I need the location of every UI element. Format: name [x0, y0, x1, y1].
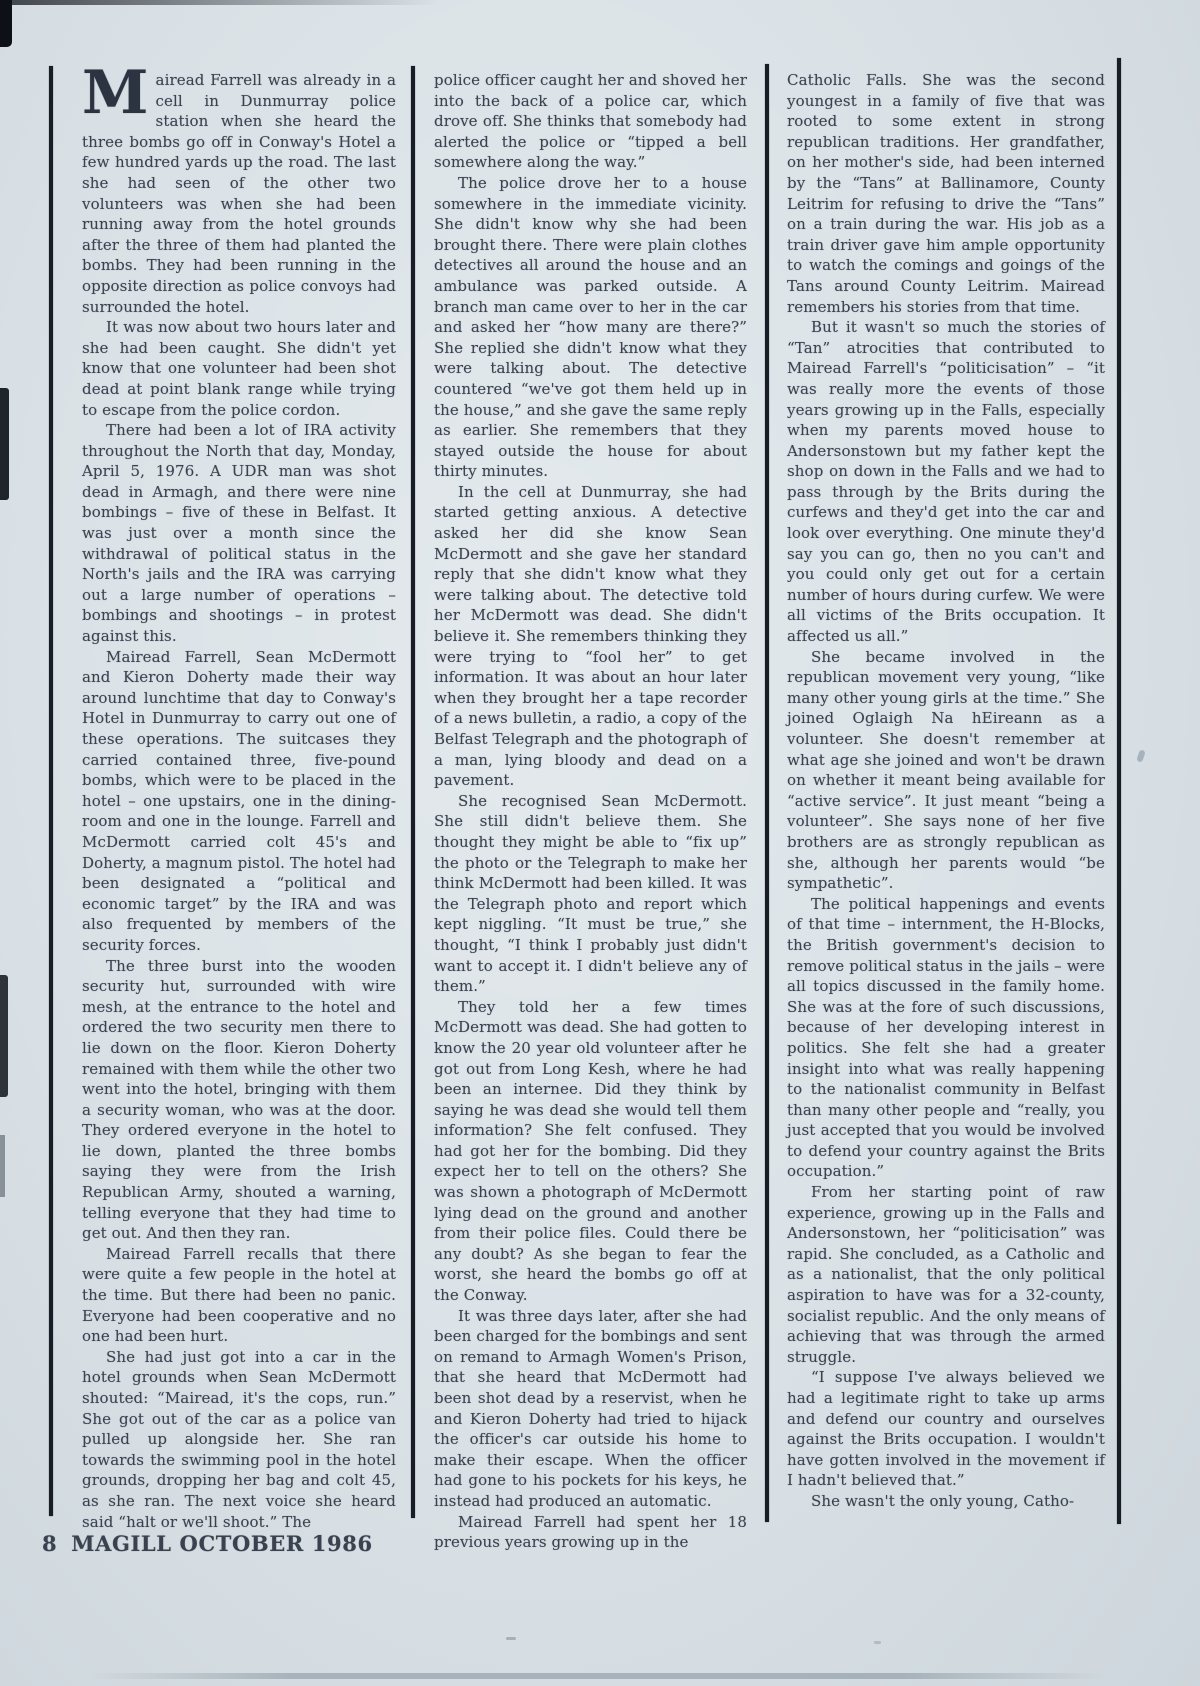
- article-column-1: [82, 58, 396, 1532]
- paragraph: They told her a few times McDermott was dead. She had gotten to know the 20 year old volunteer after he got out from Long Kesh, where he had been an internee. Did they think by saying he was dead she would tell them information? She felt confused. They had got her for the bombing. Did they expect her to tell on the others? She was shown a photograph of McDermott lying dead on the ground and another from their police files. Could there be any doubt? As she began to fear the worst, she heard the bombs go off at the Conway.: [434, 997, 747, 1305]
- paragraph: Catholic Falls. She was the second youngest in a family of five that was rooted to some extent in strong republican traditions. Her grandfather, on her mother's side, had been interned by the “Tans” at Ballinamore, County Leitrim for refusing to drive the “Tans” on a train during the war. His job as a train driver gave him ample opportunity to watch the comings and goings of the Tans around County Leitrim. Mairead remembers his stories from that time.: [787, 71, 1105, 316]
- paragraph: Mairead Farrell, Sean McDermott and Kieron Doherty made their way around lunchtime that day to Conway's Hotel in Dunmurray to carry out one of these operations. The suitcases they carried contained three, five-pound bombs, which were to be placed in the hotel – one upstairs, one in the dining-room and one in the lounge. Farrell and McDermott carried colt 45's and Doherty, a magnum pistol. The hotel had been designated a “political and economic target” by the IRA and was also frequented by members of the security forces.: [82, 647, 396, 954]
- column-rule-mid-left: [411, 66, 415, 1518]
- paragraph: “I suppose I've always believed we had a legitimate right to take up arms and defend our country and ourselves against the Brits occupation. I wouldn't have gotten involved in the movement if I hadn't believed that.”: [787, 1368, 1105, 1490]
- scan-artifact-speck-bottom-1: [506, 1637, 516, 1640]
- page-footer: [42, 1531, 373, 1556]
- paragraph: She became involved in the republican movement very young, “like many other young girls at the time.” She joined Oglaigh Na hEireann as a volunteer. She doesn't remember at what age she joined and won't be drawn on whether it meant being available for “active service”. It just meant “being a volunteer”. She says none of her five brothers are as strongly republican as she, although her parents would “be sympathetic”.: [787, 647, 1105, 893]
- column-rule-left: [49, 66, 53, 1516]
- paragraph: She wasn't the only young, Catho-: [811, 1491, 1075, 1510]
- paragraph: The police drove her to a house somewhere in the immediate vicinity. She didn't know why she had been brought there. There were plain clothes detectives all around the house and an ambulance was parked outside. A branch man came over to her in the car and asked her “how many are there?” She replied she didn't know what they were talking about. The detective countered “we've got them held up in the house,” and she gave the same reply as earlier. She remembers that they stayed outside the house for about thirty minutes.: [434, 173, 747, 481]
- page-number: 8: [42, 1531, 58, 1556]
- column-rule-mid-right: [765, 64, 769, 1522]
- paragraph: There had been a lot of IRA activity throughout the North that day, Monday, April 5, 1976. A UDR man was shot dead in Armagh, and there were nine bombings – five of these in Belfast. It was just over a month since the withdrawal of political status in the North's jails and the IRA was carrying out a large number of operations – bombings and shootings – in protest against this.: [82, 421, 396, 646]
- column-rule-right: [1117, 58, 1121, 1524]
- paragraph: But it wasn't so much the stories of “Tan” atrocities that contributed to Mairead Farrell's “politicisation” – “it was really more the events of those years growing up in the Falls, especially when my parents moved house to Andersonstown but my father kept the shop on down in the Falls and we had to pass through by the Brits during the curfews and they'd get into the car and look over everything. One minute they'd say you can go, then no you can't and you could only get out for a certain number of hours during curfew. We were all victims of the Brits occupation. It affected us all.”: [787, 318, 1105, 646]
- drop-cap: M: [82, 58, 149, 128]
- paragraph: It was three days later, after she had been charged for the bombings and sent on remand to Armagh Women's Prison, that she heard that McDermott had been shot dead by a reservist, when he and Kieron Doherty had tried to hijack the officer's car outside his home to make their escape. When the officer had gone to his pockets for his keys, he instead had produced an automatic.: [434, 1306, 747, 1510]
- paragraph: She recognised Sean McDermott. She still didn't believe them. She thought they might be able to “fix up” the photo or the Telegraph to make her think McDermott had been killed. It was the Telegraph photo and report which kept niggling. “It must be true,” she thought, “I think I probably just didn't want to accept it. I didn't believe any of them.”: [434, 791, 747, 996]
- scan-artifact-speck-bottom-2: [874, 1641, 881, 1644]
- scan-artifact-left-edge-1: [0, 388, 9, 500]
- paragraph: From her starting point of raw experience, growing up in the Falls and Andersonstown, her “politicisation” was rapid. She concluded, as a Catholic and as a nationalist, that the only political aspiration to have was for a 32-county, socialist republic. And the only means of achieving that was through the armed struggle.: [787, 1183, 1105, 1366]
- paragraph: In the cell at Dunmurray, she had started getting anxious. A detective asked her did she know Sean McDermott and she gave her standard reply that she didn't know what they were talking about. The detective told her McDermott was dead. She didn't believe it. She remembers thinking they were trying to “fool her” to get information. It was about an hour later when they brought her a tape recorder of a news bulletin, a radio, a copy of the Belfast Telegraph and the photograph of a man, lying bloody and dead on a pavement.: [434, 482, 747, 790]
- paragraph: The political happenings and events of that time – internment, the H-Blocks, the British government's decision to remove political status in the jails – were all topics discussed in the family home. She was at the fore of such discussions, because of her developing interest in politics. She felt she had a greater insight into what was really happening to the nationalist community in Belfast than many other people and “really, you just accepted that you would be involved to defend your country against the Brits occupation.”: [787, 894, 1105, 1181]
- paragraph: Mairead Farrell had spent her 18 previous years growing up in the: [434, 1512, 747, 1552]
- scan-artifact-speck-right: [1136, 749, 1145, 762]
- scan-artifact-left-edge-2: [0, 975, 8, 1097]
- scan-artifact-top-left-corner: [0, 0, 12, 47]
- scan-artifact-left-edge-3: [0, 1135, 5, 1197]
- scan-artifact-bottom-edge: [90, 1673, 1105, 1679]
- paragraph: It was now about two hours later and she had been caught. She didn't yet know that one volunteer had been shot dead at point blank range while trying to escape from the police cordon.: [82, 318, 396, 419]
- article-column-2: [434, 70, 747, 1553]
- article-column-3: [787, 70, 1105, 1512]
- paragraph: She had just got into a car in the hotel grounds when Sean McDermott shouted: “Mairead, it's the cops, run.” She got out of the car as a police van pulled up alongside her. She ran towards the swimming pool in the hotel grounds, dropping her bag and colt 45, as she ran. The next voice she heard said “halt or we'll shoot.” The: [82, 1347, 396, 1531]
- paragraph: The three burst into the wooden security hut, surrounded with wire mesh, at the entrance to the hotel and ordered the two security men there to lie down on the floor. Kieron Doherty remained with them while the other two went into the hotel, bringing with them a security woman, who was at the door. They ordered everyone in the hotel to lie down, planted the three bombs saying they were from the Irish Republican Army, shouted a warning, telling everyone that they had time to get out. And then they ran.: [82, 956, 396, 1243]
- paragraph: police officer caught her and shoved her into the back of a police car, which drove off. She thinks that somebody had alerted the police or “tipped a bell somewhere along the way.”: [434, 71, 747, 172]
- magazine-title: MAGILL OCTOBER 1986: [71, 1531, 373, 1556]
- paragraph: Mairead Farrell was already in a cell in Dunmurray police station when she heard the three bombs go off in Conway's Hotel a few hundred yards up the road. The last she had seen of the other two volunteers was when she had been running away from the hotel grounds after the three of them had planted the bombs. They had been running in the opposite direction as police convoys had surrounded the hotel.: [82, 58, 396, 316]
- paragraph: Mairead Farrell recalls that there were quite a few people in the hotel at the time. But there had been no panic. Everyone had been cooperative and no one had been hurt.: [82, 1244, 396, 1346]
- scan-artifact-top-edge: [0, 0, 440, 5]
